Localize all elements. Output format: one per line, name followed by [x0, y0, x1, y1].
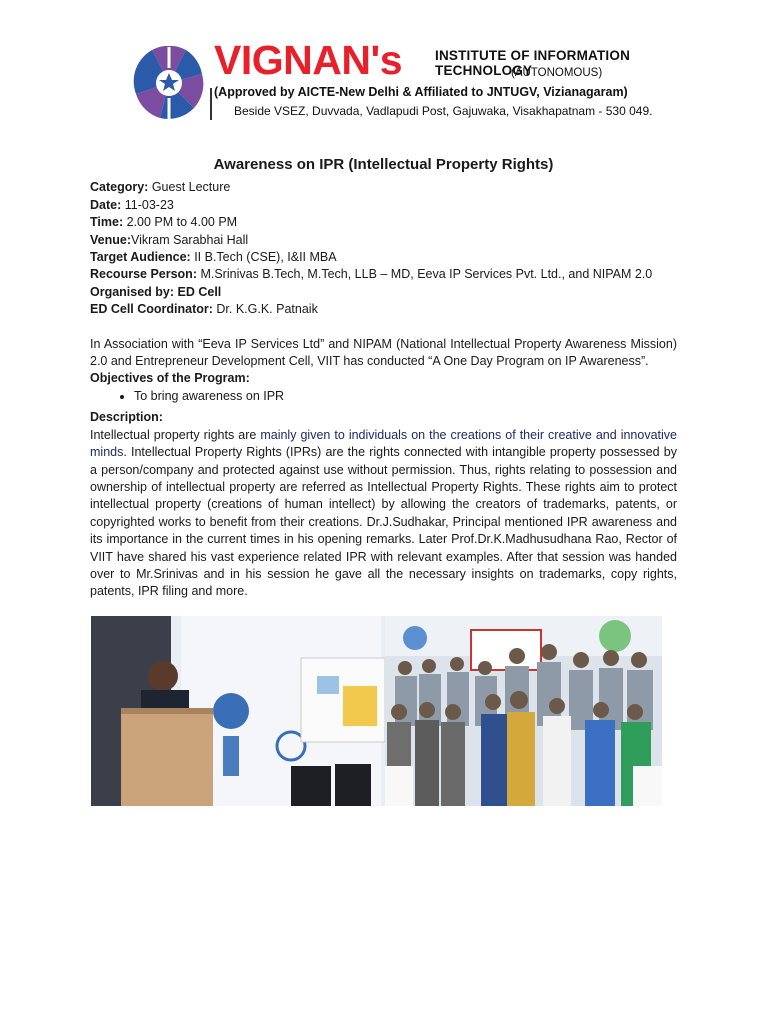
time-row: [90, 214, 677, 231]
category-value: Guest Lecture: [148, 180, 231, 195]
coordinator-label: ED Cell Coordinator:: [90, 302, 213, 317]
category-label: Category:: [90, 180, 149, 195]
audience-label: Target Audience:: [90, 250, 191, 265]
letterhead: [130, 37, 670, 122]
organised-label: Organised by: ED Cell: [90, 284, 222, 299]
autonomous-label: (AUTONOMOUS): [511, 67, 603, 79]
date-label: Date:: [90, 197, 122, 212]
description-heading: Description:: [90, 410, 163, 425]
objective-item: • To bring awareness on IPR: [134, 388, 677, 405]
resource-person-label: Recourse Person:: [90, 267, 197, 282]
category-row: [90, 179, 677, 196]
date-value: 11-03-23: [121, 197, 174, 212]
objectives-list: [90, 388, 677, 405]
audience-row: [90, 249, 677, 266]
objectives-heading: Objectives of the Program:: [90, 371, 250, 386]
institute-name: INSTITUTE OF INFORMATION TECHNOLOGY: [435, 48, 631, 78]
coordinator-value: Dr. K.G.K. Patnaik: [212, 302, 318, 317]
organised-row: [90, 284, 677, 301]
page-title: Awareness on IPR (Intellectual Property Rights): [213, 156, 554, 173]
college-brand: VIGNAN's: [214, 37, 403, 83]
intro-paragraph: In Association with “Eeva IP Services Ltd” and NIPAM (National Intellectual Property Awareness Mission) 2.0 and Entrepreneur Development Cell, VIIT has conducted “A One Day Program on IP Awareness”.: [90, 336, 677, 369]
description-lead: Intellectual property rights are: [90, 427, 261, 442]
resource-person-value: M.Srinivas B.Tech, M.Tech, LLB – MD, Eeva IP Services Pvt. Ltd., and NIPAM 2.0: [196, 267, 653, 282]
date-row: [90, 197, 677, 214]
lecture-photo: [91, 616, 385, 806]
college-address: Beside VSEZ, Duvvada, Vadlapudi Post, Gajuwaka, Visakhapatnam - 530 049.: [234, 104, 653, 118]
audience-value: II B.Tech (CSE), I&II MBA: [190, 250, 337, 265]
resource-person-row: [90, 266, 677, 283]
venue-value: Vikram Sarabhai Hall: [131, 232, 249, 247]
report-body: [90, 156, 677, 601]
coordinator-row: [90, 301, 677, 318]
time-label: Time:: [90, 215, 124, 230]
venue-row: [90, 232, 677, 249]
venue-label: Venue:: [90, 232, 131, 247]
header-divider: [210, 88, 212, 120]
time-value: 2.00 PM to 4.00 PM: [123, 215, 238, 230]
description-paragraph: [90, 427, 677, 601]
description-highlight: mainly given to individuals on the creations of their creative and innovative minds: [90, 427, 677, 460]
event-photos: [91, 616, 662, 806]
approval-line: (Approved by AICTE-New Delhi & Affiliated to JNTUGV, Vizianagaram): [214, 85, 628, 99]
felicitation-photo: [385, 616, 662, 806]
college-logo-icon: [132, 46, 206, 120]
description-body: . Intellectual Property Rights (IPRs) are the rights connected with intangible property possessed by a person/company and protected against use without permission. Thus, rights relating to possession and ownership of intellectual property are referred as Intellectual Property Rights. These rights aim to protect intellectual property (creations of human intellect) by allowing the creators of trademarks, patents, or copyrighted works to benefit from their creations. Dr.J.Sudhakar, Principal mentioned IPR awareness and its importance in the current times in his opening remarks. Later Prof.Dr.K.Madhusudhana Rao, Rector of VIIT have shared his vast experience related IPR with relevant examples. After that session was handed over to Mr.Srinivas and in his session he gave all the necessary insights on trademarks, copy rights, patents, IPR filing and more.: [90, 445, 677, 599]
